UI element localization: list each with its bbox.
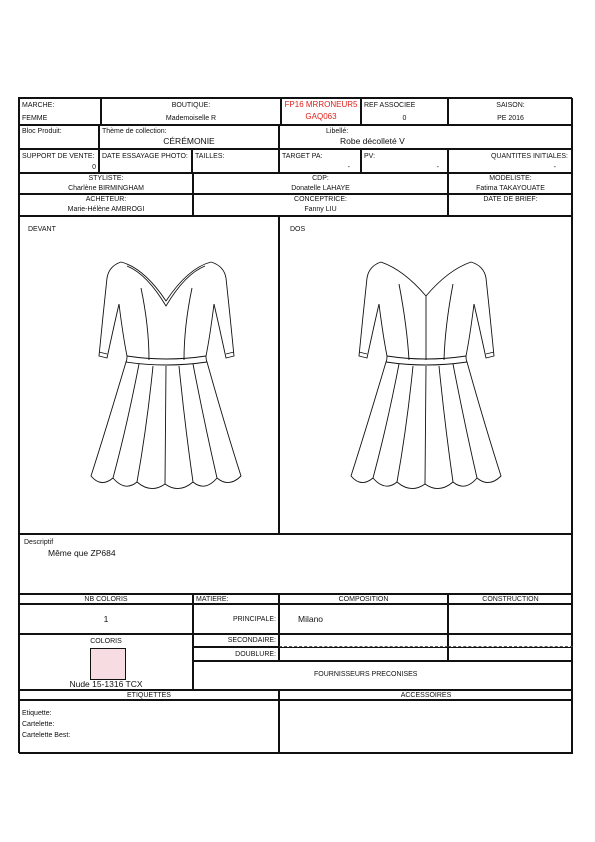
libelle-value: Robe décolleté V xyxy=(340,136,405,146)
pv-label: PV: xyxy=(364,153,376,160)
accessoires-label: ACCESSOIRES xyxy=(400,692,452,699)
composition-label: COMPOSITION xyxy=(338,596,389,603)
principale-value-cell xyxy=(279,604,448,634)
ref-associee-value: 0 xyxy=(402,115,407,122)
date-essayage-label: DATE ESSAYAGE PHOTO: xyxy=(102,153,188,160)
saison-value: PE 2016 xyxy=(497,115,524,122)
support-vente-label: SUPPORT DE VENTE: xyxy=(22,153,95,160)
date-brief-cell xyxy=(448,194,573,216)
dress-back-sketch xyxy=(349,256,504,501)
saison-label: SAISON: xyxy=(496,102,525,109)
modeliste-value: Fatima TAKAYOUATE xyxy=(476,185,545,192)
boutique-cell xyxy=(101,98,281,125)
descriptif-label: Descriptif xyxy=(24,539,54,546)
date-brief-label: DATE DE BRIEF: xyxy=(483,196,538,203)
libelle-label: Libellé: xyxy=(326,128,349,135)
secondaire-label-cell xyxy=(193,634,279,647)
target-pa-value: - xyxy=(347,164,350,171)
pv-value: - xyxy=(436,164,439,171)
modeliste-label: MODELISTE: xyxy=(489,175,532,182)
support-vente-cell xyxy=(19,149,99,173)
saison-cell xyxy=(448,98,573,125)
bloc-produit-label: Bloc Produit: xyxy=(22,128,62,135)
construction-label: CONSTRUCTION xyxy=(482,596,539,603)
marche-cell xyxy=(19,98,101,125)
coloris-value: Nude 15-1316 TCX xyxy=(69,679,143,689)
dress-front-sketch xyxy=(89,256,244,501)
libelle-cell xyxy=(279,125,573,149)
cdp-value: Donatelle LAHAYE xyxy=(291,185,350,192)
matiere-cell xyxy=(193,594,279,604)
boutique-label: BOUTIQUE: xyxy=(171,102,211,109)
cdp-cell xyxy=(193,173,448,194)
coloris-swatch xyxy=(90,648,126,680)
principale-value: Milano xyxy=(298,614,324,624)
target-pa-cell xyxy=(279,149,361,173)
cdp-label: CDP: xyxy=(312,175,329,182)
principale-label: PRINCIPALE: xyxy=(232,616,276,623)
etiquettes-body xyxy=(19,700,279,754)
theme-label: Thème de collection: xyxy=(102,128,167,135)
dos-label: DOS xyxy=(290,226,306,233)
modeliste-cell xyxy=(448,173,573,194)
reference-code: FP16 MRRONEUR5 xyxy=(284,100,358,109)
reference-model: GAQ063 xyxy=(305,112,337,121)
theme-value: CÉRÉMONIE xyxy=(163,136,215,146)
nb-coloris-label: NB COLORIS xyxy=(84,596,128,603)
boutique-value: Mademoiselle R xyxy=(165,115,217,122)
construction-secondaire-cell xyxy=(448,634,573,647)
fournisseurs-label: FOURNISSEURS PRECONISES xyxy=(314,671,418,678)
styliste-value: Charlène BIRMINGHAM xyxy=(68,185,144,192)
bloc-produit-cell xyxy=(19,125,99,149)
ref-associee-label: REF ASSOCIEE xyxy=(364,102,416,109)
construction-header xyxy=(448,594,573,604)
tailles-cell xyxy=(192,149,279,173)
quantites-label: QUANTITES INITIALES: xyxy=(490,153,568,160)
acheteur-cell xyxy=(19,194,193,216)
cartelette-best-line: Cartelette Best: xyxy=(22,732,71,739)
doublure-label-cell xyxy=(193,647,279,661)
etiquettes-header xyxy=(19,690,279,700)
coloris-label: COLORIS xyxy=(90,638,122,645)
coloris-cell xyxy=(19,634,193,690)
composition-header xyxy=(279,594,448,604)
descriptif-cell xyxy=(19,534,573,594)
product-spec-sheet xyxy=(18,97,572,753)
date-essayage-cell xyxy=(99,149,192,173)
quantites-cell xyxy=(448,149,573,173)
cartelette-line: Cartelette: xyxy=(22,721,55,728)
marche-label: MARCHE: xyxy=(22,102,55,109)
support-vente-value: 0 xyxy=(92,164,96,171)
conceptrice-label: CONCEPTRICE: xyxy=(294,196,347,203)
styliste-cell xyxy=(19,173,193,194)
acheteur-value: Marie-Hélène AMBROGI xyxy=(67,206,145,213)
styliste-label: STYLISTE: xyxy=(88,175,124,182)
reference-cell xyxy=(281,98,361,125)
construction-principale-cell xyxy=(448,604,573,634)
doublure-value-cell xyxy=(279,647,448,661)
fournisseurs-cell xyxy=(193,661,573,690)
ref-associee-cell xyxy=(361,98,448,125)
tailles-label: TAILLES: xyxy=(195,153,225,160)
matiere-label: MATIERE: xyxy=(196,596,229,603)
conceptrice-value: Fanny LIU xyxy=(304,206,337,213)
accessoires-header xyxy=(279,690,573,700)
doublure-label: DOUBLURE: xyxy=(235,651,276,658)
nb-coloris-value-cell xyxy=(19,604,193,634)
etiquettes-label: ETIQUETTES xyxy=(127,692,171,699)
descriptif-value: Même que ZP684 xyxy=(48,548,116,558)
principale-label-cell xyxy=(193,604,279,634)
quantites-value: - xyxy=(553,164,556,171)
pv-cell xyxy=(361,149,448,173)
acheteur-label: ACHETEUR: xyxy=(85,196,127,203)
nb-coloris-value: 1 xyxy=(103,614,109,624)
secondaire-label: SECONDAIRE: xyxy=(227,637,276,644)
accessoires-body xyxy=(279,700,573,754)
target-pa-label: TARGET PA: xyxy=(282,153,323,160)
marche-value: FEMME xyxy=(22,115,48,122)
secondaire-value-cell xyxy=(279,634,448,647)
nb-coloris-cell xyxy=(19,594,193,604)
theme-cell xyxy=(99,125,279,149)
conceptrice-cell xyxy=(193,194,448,216)
etiquette-line: Etiquette: xyxy=(22,710,52,717)
devant-label: DEVANT xyxy=(28,226,56,233)
construction-doublure-cell xyxy=(448,647,573,661)
